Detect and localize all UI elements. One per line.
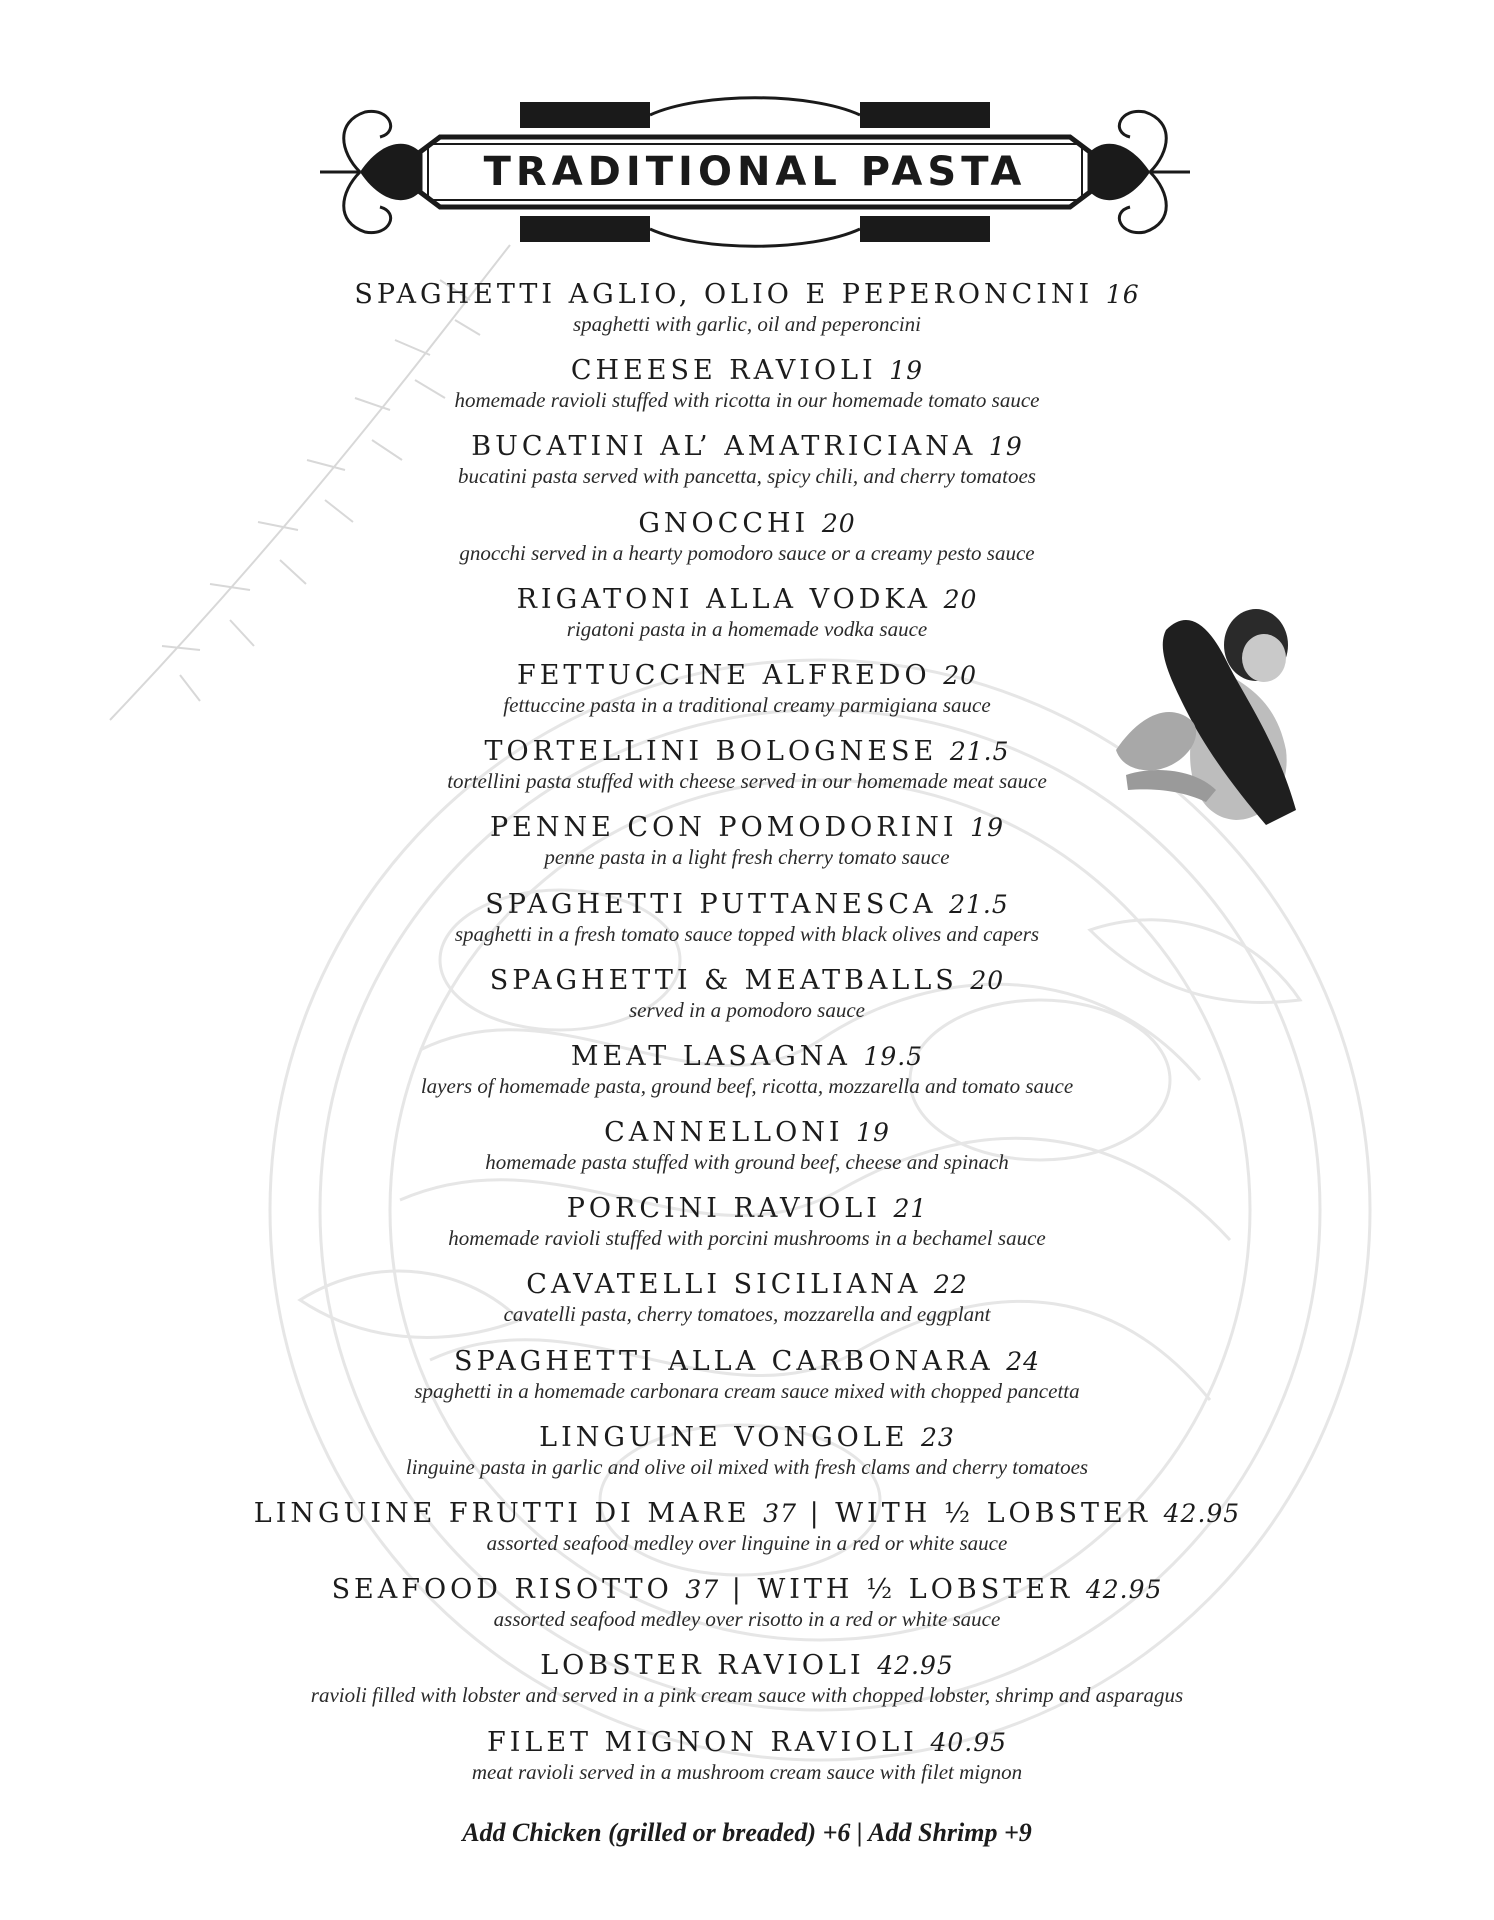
item-name: MEAT LASAGNA xyxy=(570,1040,851,1072)
item-name: PENNE CON POMODORINI xyxy=(490,812,958,844)
item-name: BUCATINI AL’ AMATRICIANA xyxy=(471,431,977,463)
item-description: tortellini pasta stuffed with cheese served in our homemade meat sauce xyxy=(447,769,1047,794)
item-description: spaghetti with garlic, oil and peperoncini xyxy=(572,312,922,336)
item-price: 24 xyxy=(1006,1346,1041,1376)
add-ons-note: Add Chicken (grilled or breaded) +6 | Add Shrimp +9 xyxy=(462,1818,1032,1847)
item-description: fettuccine pasta in a traditional creamy parmigiana sauce xyxy=(503,692,991,717)
item-name: FETTUCCINE ALFREDO xyxy=(516,659,931,691)
menu-item xyxy=(0,430,1494,506)
item-name: PORCINI RAVIOLI xyxy=(566,1193,881,1225)
item-name: CHEESE RAVIOLI xyxy=(570,355,877,387)
menu-item xyxy=(0,735,1494,811)
item-price: 21.5 xyxy=(949,889,1009,919)
item-description: homemade pasta stuffed with ground beef, cheese and spinach xyxy=(485,1150,1009,1175)
item-description: homemade ravioli stuffed with ricotta in our homemade tomato sauce xyxy=(454,388,1040,413)
item-price: 19 xyxy=(970,813,1004,843)
item-description: bucatini pasta served with pancetta, spicy chili, and cherry tomatoes xyxy=(458,464,1036,489)
item-description: penne pasta in a light fresh cherry tomato sauce xyxy=(544,845,950,870)
menu-item xyxy=(0,1268,1494,1344)
item-price: 21 xyxy=(893,1194,928,1224)
item-price: 40.95 xyxy=(930,1727,1008,1757)
item-description: gnocchi served in a hearty pomodoro sauce or a creamy pesto sauce xyxy=(459,540,1035,565)
item-name: SPAGHETTI PUTTANESCA xyxy=(485,888,937,920)
item-option-price: 42.95 xyxy=(1163,1499,1241,1528)
menu-item xyxy=(0,1192,1494,1268)
item-price: 42.95 xyxy=(877,1651,954,1681)
item-description: assorted seafood medley over risotto in a red or white sauce xyxy=(493,1607,1001,1632)
item-name: FILET MIGNON RAVIOLI xyxy=(486,1726,918,1758)
price-separator: | xyxy=(731,1574,745,1606)
item-option-name: WITH ½ LOBSTER xyxy=(757,1574,1074,1606)
item-option-price: 42.95 xyxy=(1085,1575,1163,1605)
item-name: RIGATONI ALLA VODKA xyxy=(516,583,932,615)
item-name: SPAGHETTI & MEATBALLS xyxy=(489,964,958,996)
menu-item xyxy=(0,507,1494,583)
menu-item xyxy=(0,1040,1494,1116)
section-title: TRADITIONAL PASTA xyxy=(483,149,1027,195)
item-description: layers of homemade pasta, ground beef, ricotta, mozzarella and tomato sauce xyxy=(420,1073,1074,1098)
item-price: 21.5 xyxy=(949,737,1010,767)
item-description: spaghetti in a homemade carbonara cream sauce mixed with chopped pancetta xyxy=(414,1378,1080,1403)
item-name: CANNELLONI xyxy=(604,1117,844,1149)
item-price: 16 xyxy=(1105,280,1140,309)
item-name: GNOCCHI xyxy=(638,507,810,539)
item-description: served in a pomodoro sauce xyxy=(628,997,865,1022)
menu-item xyxy=(0,964,1494,1040)
item-price: 19 xyxy=(988,432,1023,462)
item-name: CAVATELLI SICILIANA xyxy=(526,1269,922,1301)
item-name: SPAGHETTI ALLA CARBONARA xyxy=(453,1345,994,1377)
menu-item xyxy=(0,888,1494,964)
item-description: assorted seafood medley over linguine in a red or white sauce xyxy=(486,1531,1008,1555)
item-name: LINGUINE VONGOLE xyxy=(539,1421,909,1453)
item-price: 19 xyxy=(889,356,924,386)
menu-item xyxy=(0,278,1494,354)
item-description: cavatelli pasta, cherry tomatoes, mozzarella and eggplant xyxy=(503,1302,991,1327)
item-description: homemade ravioli stuffed with porcini mushrooms in a bechamel sauce xyxy=(448,1226,1046,1251)
item-name: TORTELLINI BOLOGNESE xyxy=(484,736,938,768)
menu-item xyxy=(0,1116,1494,1192)
item-price: 23 xyxy=(921,1422,955,1452)
item-price: 19 xyxy=(856,1118,890,1148)
item-description: meat ravioli served in a mushroom cream sauce with filet mignon xyxy=(471,1759,1023,1784)
price-separator: | xyxy=(809,1498,823,1529)
item-price: 19.5 xyxy=(863,1041,924,1071)
item-price: 20 xyxy=(943,584,978,614)
item-price: 37 xyxy=(685,1575,720,1605)
item-price: 20 xyxy=(943,660,977,690)
pasta-menu-list xyxy=(0,278,1494,1802)
item-price: 37 xyxy=(763,1499,797,1528)
item-option-name: WITH ½ LOBSTER xyxy=(835,1498,1152,1529)
item-price: 20 xyxy=(970,965,1005,995)
menu-item xyxy=(0,1345,1494,1421)
item-name: SPAGHETTI AGLIO, OLIO E PEPERONCINI xyxy=(354,279,1094,310)
item-description: spaghetti in a fresh tomato sauce topped with black olives and capers xyxy=(454,921,1040,946)
item-name: LINGUINE FRUTTI DI MARE xyxy=(253,1498,751,1529)
menu-item xyxy=(0,1649,1494,1725)
menu-item xyxy=(0,1726,1494,1802)
menu-item xyxy=(0,811,1494,887)
menu-item xyxy=(0,659,1494,735)
menu-item xyxy=(0,354,1494,430)
item-price: 20 xyxy=(821,508,856,538)
item-price: 22 xyxy=(933,1270,968,1300)
item-description: rigatoni pasta in a homemade vodka sauce xyxy=(566,616,928,641)
menu-item xyxy=(0,1421,1494,1497)
item-name: LOBSTER RAVIOLI xyxy=(540,1650,865,1682)
section-header-banner xyxy=(320,82,1190,262)
item-description: linguine pasta in garlic and olive oil mixed with fresh clams and cherry tomatoes xyxy=(405,1454,1089,1479)
menu-item xyxy=(0,583,1494,659)
menu-item xyxy=(0,1573,1494,1649)
menu-item xyxy=(0,1497,1494,1573)
item-name: SEAFOOD RISOTTO xyxy=(331,1574,673,1606)
item-description: ravioli filled with lobster and served in a pink cream sauce with chopped lobster, shrimp and asparagus xyxy=(310,1683,1184,1708)
